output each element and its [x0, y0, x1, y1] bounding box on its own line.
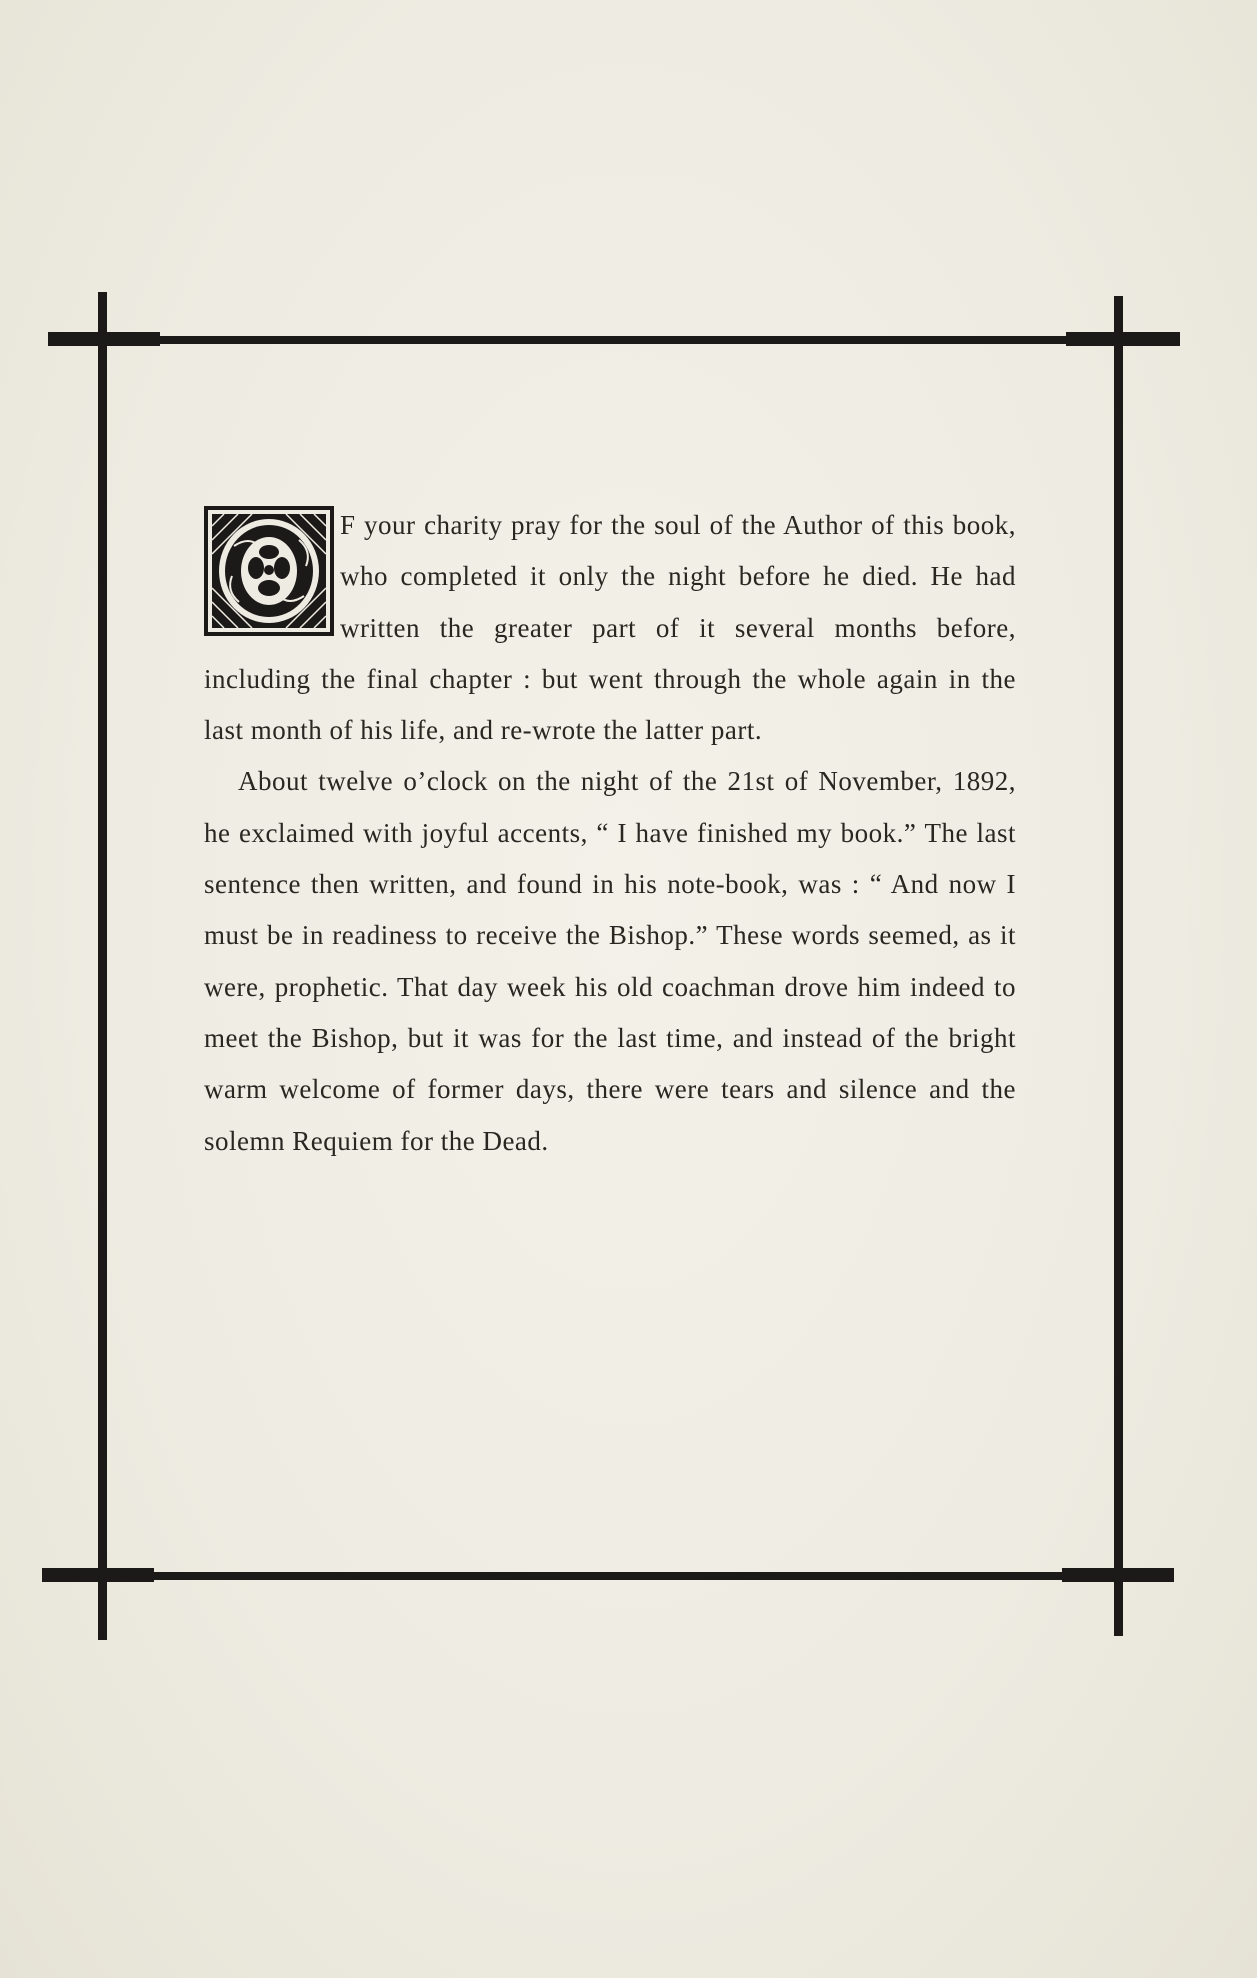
frame-corner-top-right [1066, 332, 1180, 346]
frame-corner-bottom-left [42, 1568, 154, 1582]
frame-corner-top-left [48, 332, 160, 346]
frame-right-rule [1114, 296, 1123, 1636]
frame-top-rule [48, 336, 1180, 344]
frame-left-rule [98, 292, 107, 1640]
frame-corner-bottom-right [1062, 1568, 1174, 1582]
ornamental-initial-o-icon [204, 506, 334, 646]
paragraph-1 [204, 500, 1016, 756]
frame-bottom-rule [42, 1572, 1174, 1580]
paragraph-2: About twelve o’clock on the night of the 21st of November, 1892, he exclaimed with joyful accents, “ I have finished my book.” The last sentence then written, and found in his note-book, was : “ And now I must be in readiness to receive the Bishop.” These words seemed, as it were, prophetic. That day week his old coachman drove him indeed to meet the Bishop, but it was for the last time, and instead of the bright warm welcome of former days, there were tears and silence and the solemn Requiem for the Dead. [204, 766, 1016, 1156]
memorial-text [204, 500, 1016, 1167]
paragraph-1-text: F your charity pray for the soul of the Author of this book, who completed it only the night before he died. He had written the greater part of it several months before, including the final chapter : but went through the whole again in the last month of his life, and re-wrote the latter part. [204, 510, 1016, 746]
